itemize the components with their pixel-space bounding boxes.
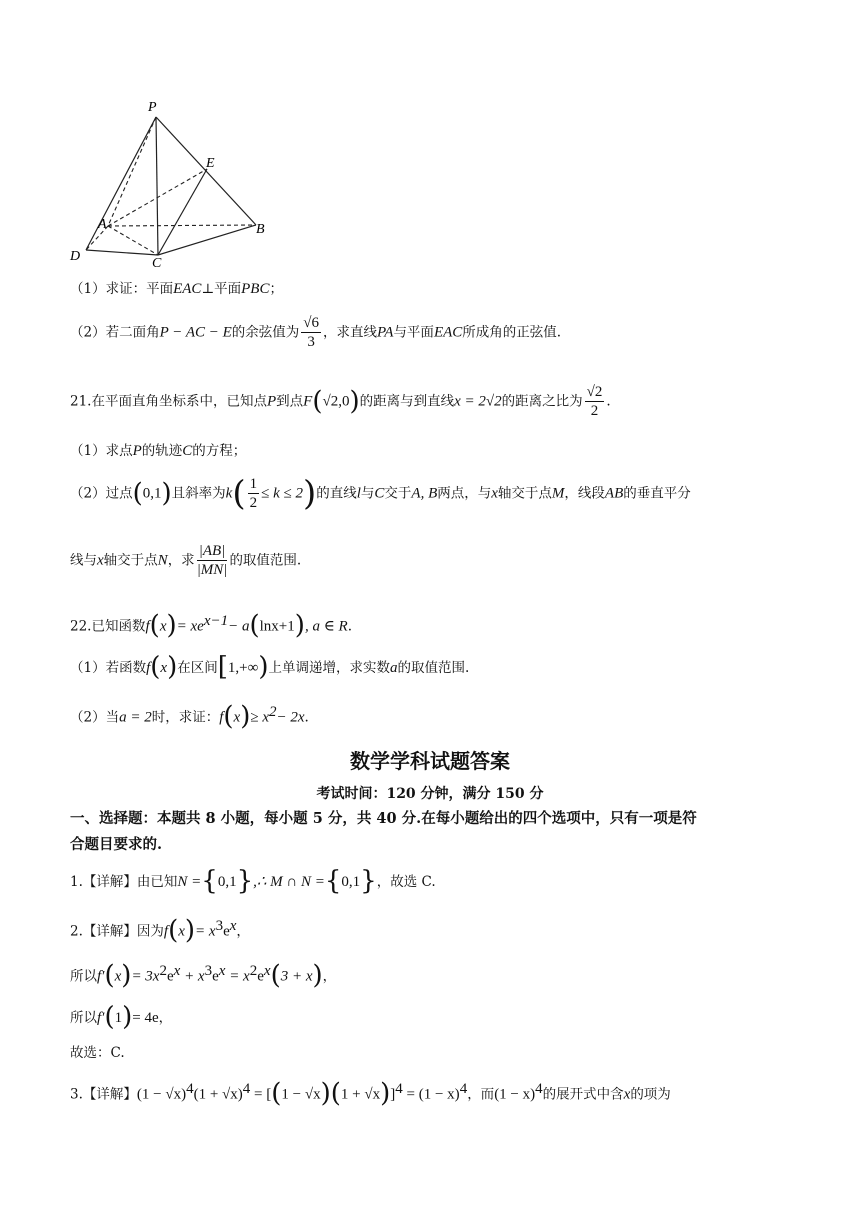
vertex-label-b: B [256, 222, 265, 237]
answers-title: 数学学科试题答案 [350, 749, 510, 773]
section-heading-line2: 合题目要求的. [70, 836, 163, 853]
q22-part2: （2）当a = 2时，求证：$f(x)\ge x^2- 2x$. [70, 701, 309, 732]
q21-stem: 21.在平面直角坐标系中，已知点P到点F(√2,0)的距离与到直线x = 2√2的距离之比为 $\frac{√2}{2}$ . [70, 384, 611, 419]
q21-part2-cont: 线与x轴交于点N，求 $\frac{|AB|}{|MN|}$ 的取值范围. [70, 543, 302, 578]
fraction-one-half: $\frac{1}{2}$ [249, 476, 258, 511]
section-heading-line1: 一、选择题：本题共 8 小题，每小题 5 分，共 40 分.在每小题给出的四个选项中，只有一项是符 [70, 810, 697, 827]
vertex-label-e: E [206, 156, 215, 171]
fraction-sqrt2-over-2: $\frac{√2}{2}$ [586, 384, 603, 419]
vertex-label-p: P [148, 100, 157, 115]
fraction-ab-over-mn: $\frac{|AB|}{|MN|}$ [196, 543, 228, 578]
answer-2-line4: 故选：C. [70, 1045, 125, 1061]
q20-part1: （1）求证：平面EAC⊥平面PBC； [70, 281, 283, 297]
answers-subtitle: 考试时间：120 分钟，满分 150 分 [316, 786, 544, 802]
vertex-label-c: C [152, 256, 162, 270]
q21-part2: （2）过点(0,1)且斜率为k( $\frac{1}{2}$ ≤ k ≤ 2)的直线l与C交于A, B两点，与x轴交于点M，线段AB的垂直平分 [70, 473, 691, 514]
fraction-sqrt6-over-3: $\frac{√6}{3}$ [303, 315, 320, 350]
tetrahedron-figure [60, 95, 280, 270]
answer-2-line1: 2.【详解】因为$f(x)= x^3e^x$， [70, 915, 250, 946]
q22-stem: 22.已知函数$f(x)= xe^{x-1}- a(\ln x+1)$, a ∈ R. [70, 610, 353, 641]
answer-1: 1.【详解】由已知N ={0,1},∴ M ∩ N ={0,1}，故选 C. [70, 866, 436, 896]
q22-part1: （1）若函数f(x)在区间[1,+∞)上单调递增，求实数a的取值范围. [70, 652, 470, 682]
vertex-label-d: D [70, 249, 81, 264]
q20-part2: （2）若二面角P − AC − E的余弦值为 $\frac{√6}{3}$ ，求直线PA与平面EAC所成角的正弦值. [70, 315, 562, 350]
answer-2-line2: 所以$f'(x)= 3x^2e^x + x^3e^x = x^2e^x(3 + x)$， [70, 960, 337, 991]
answer-2-line3: 所以f′(1)= 4e， [70, 1002, 173, 1032]
q21-part1: （1）求点P的轨迹C的方程； [70, 443, 247, 459]
answer-3: 3.【详解】$(1 - √x)^4(1 + √x)^4 = [(1 - √x)(1 + √x)]^4 = (1 - x)^4$，而$(1 - x)^4$的展开式中含x的项为 [70, 1078, 671, 1109]
vertex-label-a: A [98, 217, 107, 232]
